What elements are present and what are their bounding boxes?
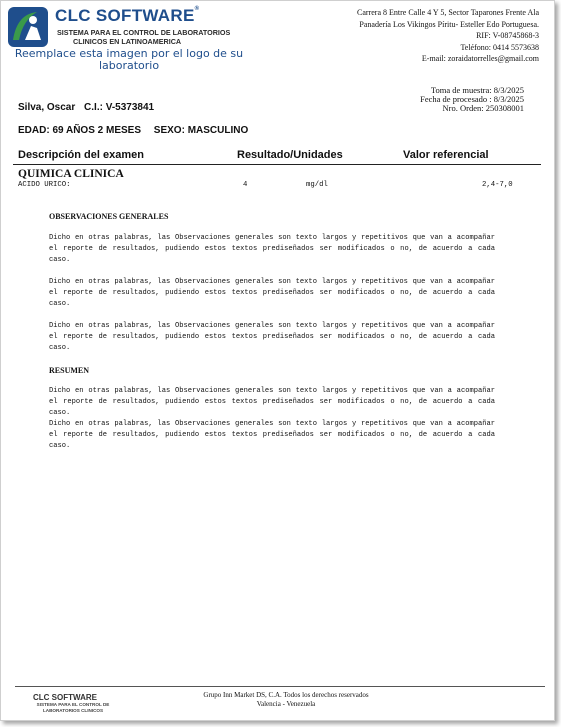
lab-phone: Teléfono: 0414 5573638: [460, 42, 539, 52]
processed-date: Fecha de procesado : 8/3/2025: [420, 94, 524, 104]
test-unit: mg/dl: [306, 181, 328, 189]
footer-logo-subtitle: SISTEMA PARA EL CONTROL DE LABORATORIOS CLINICOS: [36, 702, 110, 713]
age-value: 69 AÑOS 2 MESES: [52, 125, 142, 136]
patient-line: [18, 102, 160, 113]
summary-paragraph: Dicho en otras palabras, las Observaciones generales son texto largos y repetitivos que van a acompañar el reporte de resultados, pudiendo estos textos prediseñados ser modificados o no, de acuerdo a cada caso.: [49, 387, 495, 417]
logo-subtitle-1: SISTEMA PARA EL CONTROL DE LABORATORIOS: [57, 28, 231, 37]
order-number: Nro. Orden: 250308001: [442, 103, 524, 113]
logo-title: CLC SOFTWARE®: [55, 6, 200, 25]
patient-ci: C.I.: V-5373841: [84, 102, 155, 113]
test-name: ACIDO URICO:: [18, 181, 71, 189]
logo-replace-note: Reemplace esta imagen por el logo de su laboratorio: [14, 47, 244, 72]
order-meta: [420, 86, 524, 113]
address-line-2: Panadería Los Vikingos Píritu- Esteller Edo Portuguesa.: [359, 19, 539, 29]
age-label: EDAD:: [18, 125, 50, 136]
sample-date: Toma de muestra: 8/3/2025: [430, 85, 524, 95]
col-reference-header: Valor referencial: [403, 149, 489, 161]
col-result-header: Resultado/Unidades: [237, 149, 343, 161]
summary-heading: RESUMEN: [49, 366, 90, 375]
footer-company: Grupo Inn Market DS, C.A. Todos los derechos reservados: [203, 691, 369, 699]
observation-paragraph: Dicho en otras palabras, las Observaciones generales son texto largos y repetitivos que van a acompañar el reporte de resultados, pudiendo estos textos prediseñados ser modificados o no, de acuerdo a cada caso.: [49, 322, 495, 352]
col-description-header: Descripción del examen: [18, 149, 144, 161]
footer-info: [181, 691, 391, 709]
summary-paragraph: Dicho en otras palabras, las Observaciones generales son texto largos y repetitivos que van a acompañar el reporte de resultados, pudiendo estos textos prediseñados ser modificados o no, de acuerdo a cada caso.: [49, 420, 495, 450]
clc-badge-icon: [7, 6, 49, 48]
header-divider: [13, 164, 541, 165]
footer-logo: [33, 693, 133, 713]
address-line-1: Carrera 8 Entre Calle 4 Y 5, Sector Taparones Frente Ala: [357, 8, 539, 17]
footer-logo-title: CLC SOFTWARE: [33, 693, 97, 702]
lab-logo: [7, 6, 247, 82]
test-result: 4: [243, 181, 248, 189]
footer-divider: [15, 686, 545, 687]
logo-subtitle-2: CLINICOS EN LATINOAMERICA: [73, 37, 182, 46]
footer-location: Valencia - Venezuela: [256, 700, 316, 708]
section-title: QUIMICA CLINICA: [18, 168, 124, 180]
lab-address-block: [357, 7, 539, 65]
lab-rif: RIF: V-08745868-3: [476, 31, 539, 41]
lab-email: E-mail: zoraidatorrelles@gmail.com: [421, 54, 539, 64]
patient-age-line: [18, 125, 248, 136]
test-reference: 2,4-7,0: [482, 181, 513, 189]
observations-heading: OBSERVACIONES GENERALES: [49, 212, 169, 221]
observation-paragraph: Dicho en otras palabras, las Observaciones generales son texto largos y repetitivos que van a acompañar el reporte de resultados, pudiendo estos textos prediseñados ser modificados o no, de acuerdo a cada caso.: [49, 278, 495, 308]
observation-paragraph: Dicho en otras palabras, las Observaciones generales son texto largos y repetitivos que van a acompañar el reporte de resultados, pudiendo estos textos prediseñados ser modificados o no, de acuerdo a cada caso.: [49, 234, 495, 264]
patient-sex: SEXO: MASCULINO: [153, 125, 249, 136]
patient-name: Silva, Oscar: [18, 102, 76, 113]
